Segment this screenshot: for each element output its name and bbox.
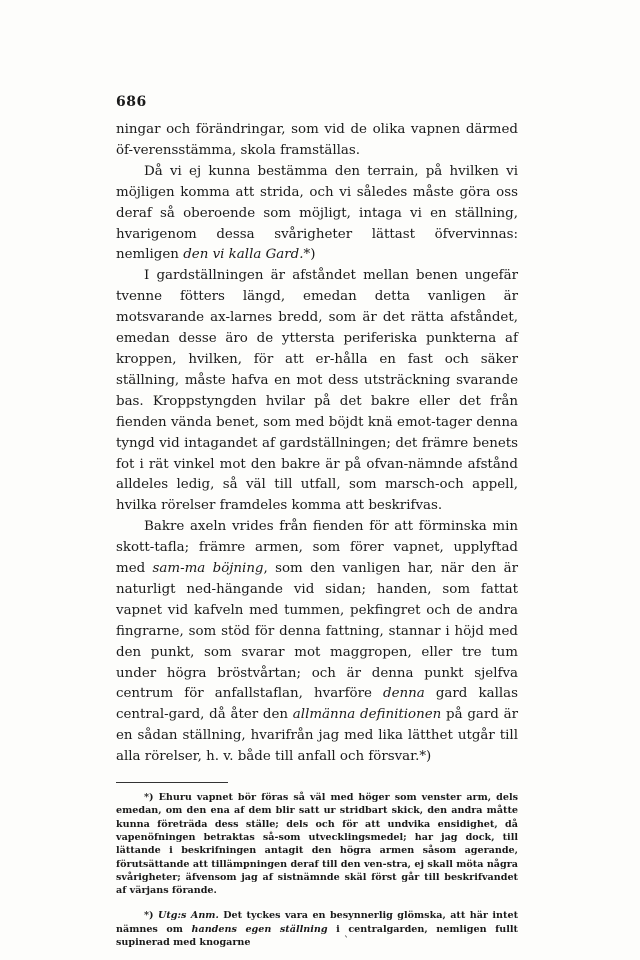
footnote-2-text-b: i centralgarden, nemligen fullt supinerad med knogarne xyxy=(116,923,518,949)
page-number: 686 xyxy=(116,94,147,110)
footnote-2 xyxy=(116,909,518,949)
footnote-ref-1: *) xyxy=(303,247,316,263)
paragraph-1-text: ningar och förändringar, som vid de olika vapnen därmed öf-verensstämma, skola framställas. xyxy=(116,122,518,158)
footnote-1 xyxy=(116,791,518,897)
body-text xyxy=(116,120,518,768)
paragraph-2 xyxy=(116,162,518,267)
paragraph-4-italic-c: allmänna definitionen xyxy=(292,707,442,723)
footnote-2-marker: *) xyxy=(144,910,158,922)
footnote-2-text-a: Det tyckes vara en besynnerlig glömska, att här intet nämnes om xyxy=(116,910,518,935)
paragraph-2-text: Då vi ej kunna bestämma den terrain, på hvilken vi möjligen komma att strida, och vi således måste göra oss deraf så oberoende som möjligt, intaga vi en ställning, hvarigenom dessa svårigheter lättast öfvervinnas: nemligen xyxy=(116,163,518,263)
footnote-divider xyxy=(116,782,228,783)
paragraph-4-italic-b: denna xyxy=(383,686,425,702)
paragraph-4-italic-a: sam-ma böjning xyxy=(152,561,264,577)
paragraph-4-text-a: Bakre axeln vrides från fienden för att förminska min skott-tafla; främre armen, som förer vapnet, upplyftad med xyxy=(116,519,518,577)
paragraph-4 xyxy=(116,517,518,768)
paragraph-1 xyxy=(116,120,518,162)
footnotes xyxy=(116,791,518,949)
book-page xyxy=(116,94,518,949)
paragraph-2-italic-term: den vi kalla Gard. xyxy=(183,247,304,263)
paragraph-4-text-b: , som den vanligen har, när den är naturligt ned-hängande vid sidan; handen, som fattat vapnet vid kafveln med tummen, pekfingret och de andra fingrarne, som stöd för denna fattning, stannar i höjd med den punkt, som svarar mot maggropen, eller tre tum under högra bröstvårtan; och är denna punkt sjelfva centrum för anfallstaflan, hvarföre xyxy=(116,561,519,702)
footnote-2-editor-note: Utg:s Anm. xyxy=(158,910,219,922)
paragraph-3 xyxy=(116,266,518,517)
footnote-1-text: *) Ehuru vapnet bör föras så väl med höger som venster arm, dels emedan, om den ena af dem blir satt ur stridbart skick, den andra måtte kunna företräda dess ställe; dels och för att undvika ensidighet, då vapenöfningen betraktas så-som utvecklingsmedel; har jag dock, till lättande i beskrifningen antagit den högra armen såsom agerande, förutsättande att tillämpningen deraf till den ven-stra, ej skall möta några svårigheter; äfvensom jag af sistnämnde skäl först går till beskrifvandet af värjans förande. xyxy=(116,792,518,897)
bottom-mark: ` xyxy=(344,936,349,947)
paragraph-3-text: I gardställningen är afståndet mellan benen ungefär tvenne fötters längd, emedan detta vanligen är motsvarande ax-larnes bredd, som är det rätta afståndet, emedan desse äro de yttersta periferiska punkterna af kroppen, hvilken, för att er-hålla en fast och säker ställning, måste hafva en mot dess utsträckning svarande bas. Kroppstyngden hvilar på det bakre eller det från fienden vända benet, som med böjdt knä emot-tager denna tyngd vid intagandet af gardställningen; det främre benets fot i rät vinkel mot den bakre är på ofvan-nämnde afstånd alldeles ledig, så väl till utfall, som marsch-och appell, hvilka rörelser framdeles komma att beskrifvas. xyxy=(116,268,518,514)
paragraph-4-text-d: på gard är en sådan ställning, hvarifrån jag med lika lätthet utgår till alla rörelser, h. v. både till anfall och försvar.*) xyxy=(116,707,518,765)
footnote-2-italic: handens egen ställning xyxy=(191,923,328,935)
paragraph-4-text-c: gard kallas central-gard, då åter den xyxy=(116,686,518,723)
